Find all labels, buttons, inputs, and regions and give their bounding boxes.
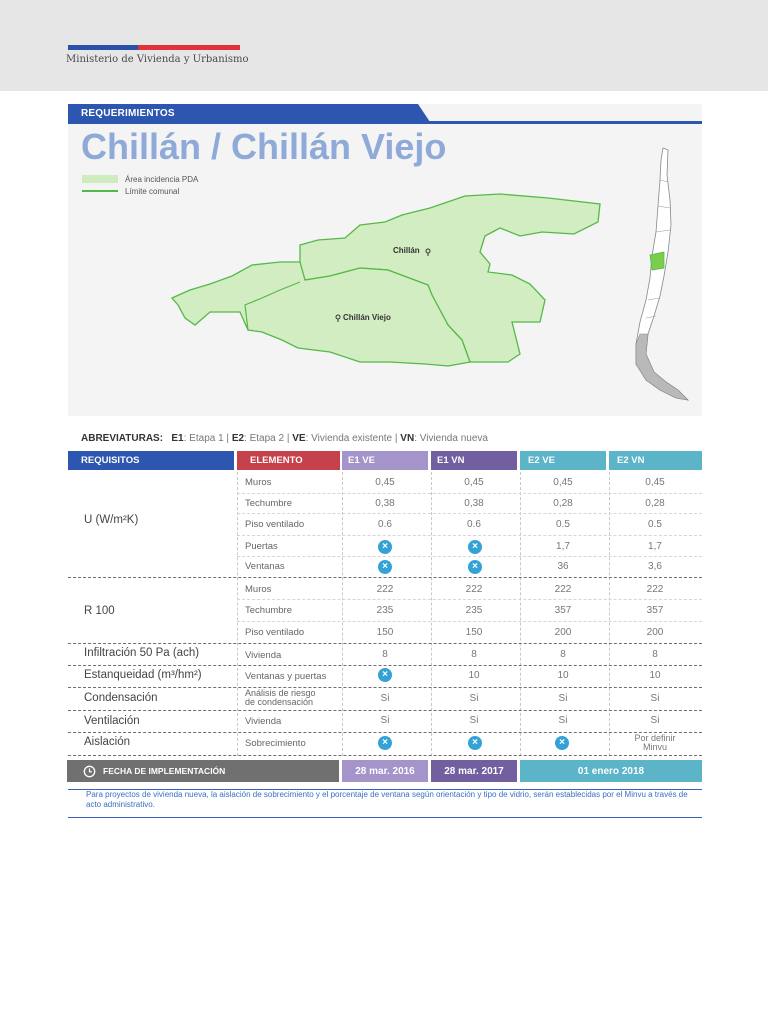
value-cell: 235 — [465, 605, 483, 616]
category-ventilacion: Ventilación — [84, 715, 140, 727]
value-cell: 0,45 — [645, 477, 665, 488]
value-cell: 0,45 — [553, 477, 573, 488]
value-cell: Por definir Minvu — [634, 733, 676, 752]
x-circle-icon: × — [378, 736, 392, 750]
value-cell: 10 — [468, 670, 480, 681]
abbr-label: ABREVIATURAS: — [81, 433, 164, 444]
category-condensacion: Condensación — [84, 692, 158, 704]
fecha-e1vn: 28 mar. 2017 — [431, 760, 517, 782]
category-r100: R 100 — [84, 605, 115, 617]
element-label: Ventanas — [245, 561, 285, 572]
x-circle-icon: × — [378, 668, 392, 682]
fecha-e2: 01 enero 2018 — [520, 760, 702, 782]
header-elemento: ELEMENTO — [237, 451, 340, 470]
value-cell: 0,28 — [553, 498, 573, 509]
value-cell: 1,7 — [556, 541, 570, 552]
page-title: Chillán / Chillán Viejo — [81, 126, 447, 167]
value-cell: 222 — [376, 584, 394, 595]
element-label: Ventanas y puertas — [245, 671, 327, 682]
element-label: Muros — [245, 477, 272, 488]
category-infiltracion: Infiltración 50 Pa (ach) — [84, 647, 200, 659]
value-cell: 0.5 — [556, 519, 570, 530]
ministry-name: Ministerio de Vivienda y Urbanismo — [66, 54, 249, 65]
x-circle-icon: × — [378, 560, 392, 574]
clock-icon — [83, 765, 96, 778]
value-cell: 357 — [646, 605, 664, 616]
value-cell: 357 — [554, 605, 572, 616]
note-divider — [68, 817, 702, 818]
value-cell: 150 — [465, 627, 483, 638]
header-e1vn: E1 VN — [431, 451, 517, 470]
value-cell: Si — [380, 693, 390, 704]
value-cell: 200 — [646, 627, 664, 638]
footnote: Para proyectos de vivienda nueva, la aislación de sobrecimiento y el porcentaje de ventana según orientación y tipo de vidrio, serán establecidas por el Minvu a través de acto administrativo. — [86, 790, 688, 809]
value-cell: 222 — [554, 584, 572, 595]
category-u: U (W/m²K) — [84, 514, 139, 526]
chile-inset-map — [636, 148, 688, 400]
value-cell: 3,6 — [648, 561, 662, 572]
value-cell: Si — [650, 693, 660, 704]
header-e1ve: E1 VE — [342, 451, 428, 470]
element-label: Puertas — [245, 541, 278, 552]
element-label: Muros — [245, 584, 272, 595]
element-label: Piso ventilado — [245, 519, 305, 530]
value-cell: 0.6 — [378, 519, 392, 530]
value-cell: 235 — [376, 605, 394, 616]
value-cell: 150 — [376, 627, 394, 638]
section-tab: REQUERIMIENTOS — [68, 104, 418, 122]
value-cell: 0,38 — [464, 498, 484, 509]
x-circle-icon: × — [468, 560, 482, 574]
fecha-e1ve: 28 mar. 2016 — [342, 760, 428, 782]
value-cell: 36 — [557, 561, 569, 572]
x-circle-icon: × — [468, 736, 482, 750]
header-requisitos: REQUISITOS — [68, 451, 234, 470]
value-cell: 222 — [646, 584, 664, 595]
value-cell: 222 — [465, 584, 483, 595]
value-cell: 0,28 — [645, 498, 665, 509]
element-label: Vivienda — [245, 716, 282, 727]
value-cell: 0.5 — [648, 519, 662, 530]
x-circle-icon: × — [378, 540, 392, 554]
value-cell: Si — [380, 715, 390, 726]
legend-area-label: Área incidencia PDA — [125, 175, 199, 184]
value-cell: Si — [469, 715, 479, 726]
header-e2vn: E2 VN — [609, 451, 702, 470]
value-cell: Si — [558, 715, 568, 726]
value-cell: 1,7 — [648, 541, 662, 552]
abbreviations: ABREVIATURAS: E1: Etapa 1 | E2: Etapa 2 | VE: Vivienda existente | VN: Vivienda nueva — [81, 433, 488, 444]
value-cell: 0.6 — [467, 519, 481, 530]
element-label: Sobrecimiento — [245, 738, 306, 749]
fecha-label: FECHA DE IMPLEMENTACIÓN — [67, 760, 339, 782]
value-cell: 0,38 — [375, 498, 395, 509]
value-cell: 8 — [382, 649, 388, 660]
value-cell: Si — [558, 693, 568, 704]
value-cell: 8 — [560, 649, 566, 660]
value-cell: 0,45 — [464, 477, 484, 488]
value-cell: 10 — [649, 670, 661, 681]
element-label: Análisis de riesgo de condensación — [245, 688, 316, 707]
legend-limit-label: Límite comunal — [125, 187, 180, 196]
category-estanqueidad: Estanqueidad (m³/hm²) — [84, 669, 202, 681]
value-cell: 10 — [557, 670, 569, 681]
element-label: Piso ventilado — [245, 627, 305, 638]
value-cell: Si — [469, 693, 479, 704]
value-cell: 200 — [554, 627, 572, 638]
category-aislacion: Aislación — [84, 736, 131, 748]
value-cell: 8 — [652, 649, 658, 660]
city-label-chillan-viejo: Chillán Viejo — [343, 313, 391, 322]
x-circle-icon: × — [555, 736, 569, 750]
value-cell: 0,45 — [375, 477, 395, 488]
element-label: Techumbre — [245, 498, 292, 509]
element-label: Techumbre — [245, 605, 292, 616]
element-label: Vivienda — [245, 650, 282, 661]
value-cell: 8 — [471, 649, 477, 660]
value-cell: Si — [650, 715, 660, 726]
header-e2ve: E2 VE — [520, 451, 606, 470]
x-circle-icon: × — [468, 540, 482, 554]
city-label-chillan: Chillán — [393, 246, 420, 255]
